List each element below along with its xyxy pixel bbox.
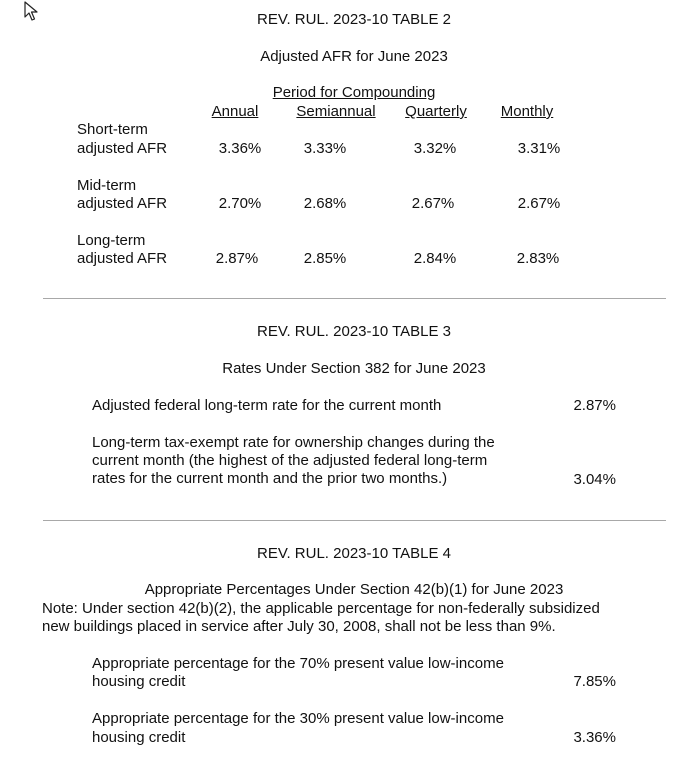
cell-short-term-semiannual: 3.33% (303, 140, 347, 157)
percentage-description: Appropriate percentage for the 30% present value low-income (92, 710, 504, 727)
rate-description-line2: current month (the highest of the adjusted federal long-term (92, 452, 488, 469)
cell-mid-term-annual: 2.70% (218, 195, 262, 212)
table4-note-line2: new buildings placed in service after July 30, 2008, shall not be less than 9%. (42, 618, 556, 635)
rate-value: 2.87% (573, 397, 616, 414)
percentage-description-line2: housing credit (92, 673, 186, 690)
cell-long-term-quarterly: 2.84% (413, 250, 457, 267)
percentage-value: 3.36% (573, 729, 616, 746)
cell-long-term-annual: 2.87% (215, 250, 259, 267)
table4-subtitle: Appropriate Percentages Under Section 42(b)(1) for June 2023 (144, 581, 564, 598)
row-label-long-term-line2: adjusted AFR (77, 250, 168, 267)
cell-long-term-monthly: 2.83% (516, 250, 560, 267)
rate-description: Adjusted federal long-term rate for the current month (92, 397, 442, 414)
row-label-short-term: Short-term (77, 121, 148, 138)
table2-group-header: Period for Compounding (272, 84, 436, 101)
column-header-monthly: Monthly (500, 103, 554, 120)
table3-title: REV. RUL. 2023-10 TABLE 3 (256, 323, 452, 340)
table2-title: REV. RUL. 2023-10 TABLE 2 (256, 11, 452, 28)
row-label-long-term: Long-term (77, 232, 146, 249)
percentage-description-line2: housing credit (92, 729, 186, 746)
table4-title: REV. RUL. 2023-10 TABLE 4 (256, 545, 452, 562)
column-header-semiannual: Semiannual (296, 103, 376, 120)
row-label-mid-term-line2: adjusted AFR (77, 195, 168, 212)
rate-description: Long-term tax-exempt rate for ownership changes during the (92, 434, 495, 451)
cell-mid-term-monthly: 2.67% (517, 195, 561, 212)
percentage-description: Appropriate percentage for the 70% present value low-income (92, 655, 504, 672)
rate-value: 3.04% (573, 471, 616, 488)
cell-mid-term-semiannual: 2.68% (303, 195, 347, 212)
row-label-short-term-line2: adjusted AFR (77, 140, 168, 157)
section-divider (43, 298, 666, 299)
column-header-quarterly: Quarterly (405, 103, 467, 120)
cell-short-term-annual: 3.36% (218, 140, 262, 157)
rate-description-line3: rates for the current month and the prior two months.) (92, 470, 448, 487)
section-divider (43, 520, 666, 521)
column-header-annual: Annual (211, 103, 259, 120)
cell-mid-term-quarterly: 2.67% (411, 195, 455, 212)
percentage-value: 7.85% (573, 673, 616, 690)
row-label-mid-term: Mid-term (77, 177, 137, 194)
table2-subtitle: Adjusted AFR for June 2023 (260, 48, 448, 65)
mouse-pointer-icon (24, 1, 38, 21)
cell-short-term-quarterly: 3.32% (413, 140, 457, 157)
cell-short-term-monthly: 3.31% (517, 140, 561, 157)
table4-note: Note: Under section 42(b)(2), the applicable percentage for non-federally subsidized (42, 600, 600, 617)
cell-long-term-semiannual: 2.85% (303, 250, 347, 267)
table3-subtitle: Rates Under Section 382 for June 2023 (222, 360, 486, 377)
